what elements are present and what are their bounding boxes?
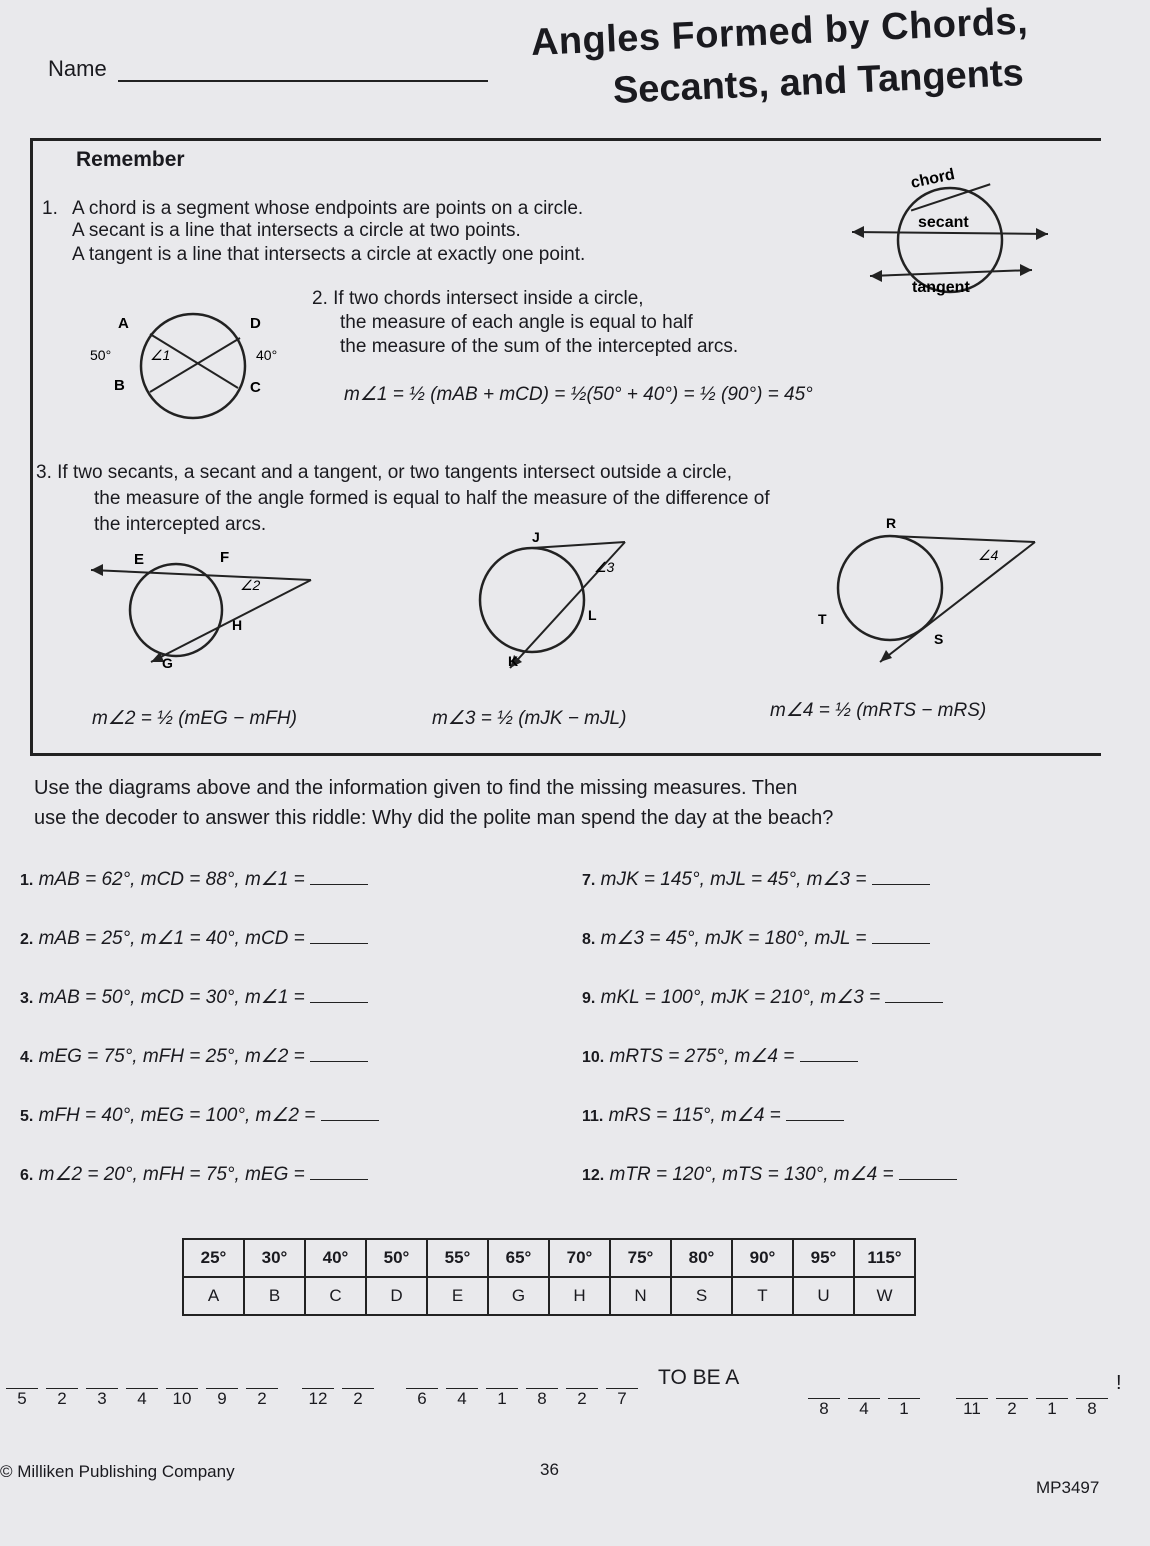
problem-4: 4. mEG = 75°, mFH = 25°, m∠2 =	[20, 1045, 379, 1104]
problems-left	[20, 868, 379, 1222]
problem-9: 9. mKL = 100°, mJK = 210°, m∠3 =	[582, 986, 957, 1045]
riddle-exclamation: !	[1116, 1372, 1122, 1394]
problems-right	[582, 868, 957, 1222]
riddle-word-4	[804, 1372, 924, 1419]
formula-angle-4: m∠4 = ½ (mRTS − mRS)	[770, 700, 987, 721]
chord-label: chord	[909, 166, 957, 192]
decoder-letter: G	[488, 1277, 549, 1315]
answer-blank[interactable]	[310, 1045, 368, 1062]
decoder-value: 95°	[793, 1239, 854, 1277]
item3-line3: the intercepted arcs.	[94, 514, 267, 535]
riddle-slot[interactable]: 10	[162, 1362, 202, 1409]
name-label: Name	[48, 56, 107, 81]
riddle-phrase: TO BE A	[658, 1366, 740, 1389]
riddle-slot[interactable]: 2	[242, 1362, 282, 1409]
riddle-word-3	[402, 1362, 642, 1409]
decoder-letter: D	[366, 1277, 427, 1315]
problem-8: 8. m∠3 = 45°, mJK = 180°, mJL =	[582, 927, 957, 986]
decoder-letter: C	[305, 1277, 366, 1315]
definition-secant: A secant is a line that intersects a circle at two points.	[72, 220, 521, 241]
name-blank-line	[118, 80, 488, 82]
decoder-value: 90°	[732, 1239, 793, 1277]
answer-blank[interactable]	[800, 1045, 858, 1062]
remember-label: Remember	[70, 148, 191, 172]
riddle-word-5	[952, 1372, 1112, 1419]
riddle-slot[interactable]: 1	[482, 1362, 522, 1409]
decoder-letter: U	[793, 1277, 854, 1315]
formula-angle-3: m∠3 = ½ (mJK − mJL)	[432, 708, 627, 729]
riddle-slot[interactable]: 4	[122, 1362, 162, 1409]
decoder-letter: W	[854, 1277, 915, 1315]
decoder-values-row	[183, 1239, 915, 1277]
item2-line2: the measure of each angle is equal to half	[340, 312, 693, 333]
riddle-slot[interactable]: 11	[952, 1372, 992, 1419]
riddle-slot[interactable]: 6	[402, 1362, 442, 1409]
riddle-slot[interactable]: 9	[202, 1362, 242, 1409]
riddle-slot[interactable]: 5	[2, 1362, 42, 1409]
instructions-line1: Use the diagrams above and the information given to find the missing measures. Then	[34, 777, 798, 799]
decoder-letter: E	[427, 1277, 488, 1315]
answer-blank[interactable]	[310, 868, 368, 885]
decoder-value: 80°	[671, 1239, 732, 1277]
riddle-slot[interactable]: 2	[42, 1362, 82, 1409]
item2-line1: 2. If two chords intersect inside a circle,	[312, 288, 644, 309]
riddle-word-1	[2, 1362, 282, 1409]
item3-line1: 3. If two secants, a secant and a tangent, or two tangents intersect outside a circle,	[36, 462, 733, 483]
problem-11: 11. mRS = 115°, m∠4 =	[582, 1104, 957, 1163]
point-h-label: H	[232, 617, 243, 633]
chord-secant-tangent-diagram	[840, 160, 1060, 310]
angle-2-label: ∠2	[240, 577, 261, 593]
definition-chord: A chord is a segment whose endpoints are points on a circle.	[72, 198, 584, 219]
angle-1-label: ∠1	[150, 347, 171, 363]
point-b-label: B	[114, 377, 125, 394]
two-tangents-diagram	[810, 512, 1040, 672]
point-l-label: L	[588, 607, 597, 623]
arc-ab-label: 50°	[90, 347, 112, 363]
answer-blank[interactable]	[899, 1163, 957, 1180]
decoder-letter: H	[549, 1277, 610, 1315]
decoder-letter: A	[183, 1277, 244, 1315]
riddle-slot[interactable]: 8	[804, 1372, 844, 1419]
problem-2: 2. mAB = 25°, m∠1 = 40°, mCD =	[20, 927, 379, 986]
problem-10: 10. mRTS = 275°, m∠4 =	[582, 1045, 957, 1104]
publisher-credit: © Milliken Publishing Company	[0, 1462, 235, 1481]
point-j-label: J	[532, 530, 540, 545]
decoder-value: 55°	[427, 1239, 488, 1277]
riddle-slot[interactable]: 8	[522, 1362, 562, 1409]
decoder-letter: T	[732, 1277, 793, 1315]
riddle-slot[interactable]: 4	[844, 1372, 884, 1419]
decoder-table	[182, 1238, 916, 1316]
decoder-letter: B	[244, 1277, 305, 1315]
decoder-letter: S	[671, 1277, 732, 1315]
title-line-1: Angles Formed by Chords,	[530, 0, 1029, 64]
decoder-value: 115°	[854, 1239, 915, 1277]
instructions-line2: use the decoder to answer this riddle: Why did the polite man spend the day at the beach?	[34, 807, 834, 829]
answer-blank[interactable]	[310, 986, 368, 1003]
riddle-slot[interactable]: 1	[884, 1372, 924, 1419]
definition-tangent: A tangent is a line that intersects a circle at exactly one point.	[72, 244, 586, 265]
item2-line3: the measure of the sum of the intercepted arcs.	[340, 336, 739, 357]
page-number: 36	[540, 1460, 559, 1479]
item3-line2: the measure of the angle formed is equal to half the measure of the difference of	[94, 488, 770, 509]
riddle-slot[interactable]: 2	[562, 1362, 602, 1409]
point-k-label: K	[508, 653, 519, 669]
decoder-value: 70°	[549, 1239, 610, 1277]
point-s-label: S	[934, 631, 944, 647]
answer-blank[interactable]	[872, 927, 930, 944]
problem-1: 1. mAB = 62°, mCD = 88°, m∠1 =	[20, 868, 379, 927]
point-a-label: A	[118, 315, 129, 332]
point-c-label: C	[250, 379, 261, 396]
riddle-slot[interactable]: 4	[442, 1362, 482, 1409]
secant-label: secant	[918, 214, 969, 231]
problem-6: 6. m∠2 = 20°, mFH = 75°, mEG =	[20, 1163, 379, 1222]
answer-blank[interactable]	[885, 986, 943, 1003]
point-d-label: D	[250, 315, 261, 332]
answer-blank[interactable]	[321, 1104, 379, 1121]
item2-formula: m∠1 = ½ (mAB + mCD) = ½(50° + 40°) = ½ (90°) = 45°	[344, 384, 813, 405]
riddle-slot[interactable]: 7	[602, 1362, 642, 1409]
decoder-letters-row	[183, 1277, 915, 1315]
decoder-value: 25°	[183, 1239, 244, 1277]
angle-4-label: ∠4	[978, 547, 999, 563]
answer-blank[interactable]	[310, 1163, 368, 1180]
arc-cd-label: 40°	[256, 347, 278, 363]
item1-number: 1.	[42, 198, 58, 219]
problem-5: 5. mFH = 40°, mEG = 100°, m∠2 =	[20, 1104, 379, 1163]
riddle-slot[interactable]: 8	[1072, 1372, 1112, 1419]
decoder-value: 65°	[488, 1239, 549, 1277]
two-secants-diagram	[86, 540, 316, 675]
problem-12: 12. mTR = 120°, mTS = 130°, m∠4 =	[582, 1163, 957, 1222]
riddle-slot[interactable]: 2	[338, 1362, 378, 1409]
tangent-label: tangent	[912, 279, 970, 296]
secant-tangent-diagram	[470, 530, 640, 680]
point-r-label: R	[886, 515, 897, 531]
decoder-letter: N	[610, 1277, 671, 1315]
riddle-slot[interactable]: 12	[298, 1362, 338, 1409]
decoder-value: 30°	[244, 1239, 305, 1277]
title-line-2: Secants, and Tangents	[612, 52, 1025, 112]
point-f-label: F	[220, 549, 230, 566]
riddle-slot[interactable]: 3	[82, 1362, 122, 1409]
problem-3: 3. mAB = 50°, mCD = 30°, m∠1 =	[20, 986, 379, 1045]
answer-blank[interactable]	[310, 927, 368, 944]
point-g-label: G	[162, 655, 173, 671]
problem-7: 7. mJK = 145°, mJL = 45°, m∠3 =	[582, 868, 957, 927]
decoder-value: 40°	[305, 1239, 366, 1277]
riddle-word-2	[298, 1362, 378, 1409]
decoder-value: 75°	[610, 1239, 671, 1277]
point-e-label: E	[134, 551, 145, 568]
formula-angle-2: m∠2 = ½ (mEG − mFH)	[92, 708, 297, 729]
riddle-slot[interactable]: 2	[992, 1372, 1032, 1419]
riddle-slot[interactable]: 1	[1032, 1372, 1072, 1419]
point-t-label: T	[818, 611, 827, 627]
answer-blank[interactable]	[786, 1104, 844, 1121]
angle-3-label: ∠3	[594, 559, 615, 575]
answer-blank[interactable]	[872, 868, 930, 885]
decoder-value: 50°	[366, 1239, 427, 1277]
intersecting-chords-diagram	[88, 308, 298, 428]
product-code: MP3497	[1036, 1478, 1100, 1497]
